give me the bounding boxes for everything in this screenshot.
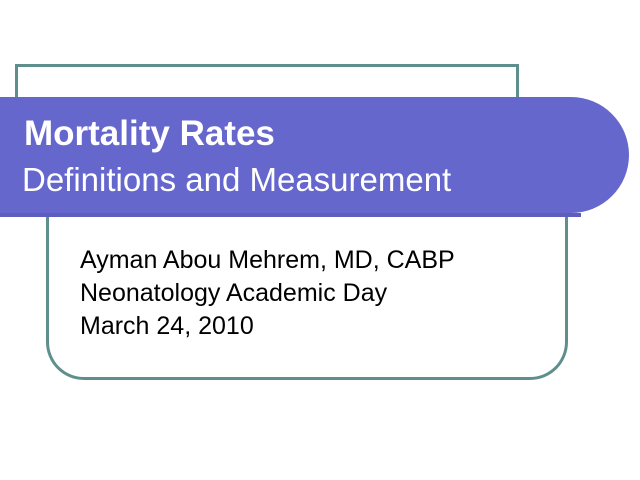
presenter-info	[80, 244, 455, 343]
slide-title: Mortality Rates	[24, 114, 275, 153]
slide-subtitle: Definitions and Measurement	[22, 161, 452, 198]
banner-underline	[0, 213, 581, 217]
author-line: Ayman Abou Mehrem, MD, CABP	[80, 246, 455, 274]
event-line: Neonatology Academic Day	[80, 279, 388, 307]
date-line: March 24, 2010	[80, 312, 254, 340]
